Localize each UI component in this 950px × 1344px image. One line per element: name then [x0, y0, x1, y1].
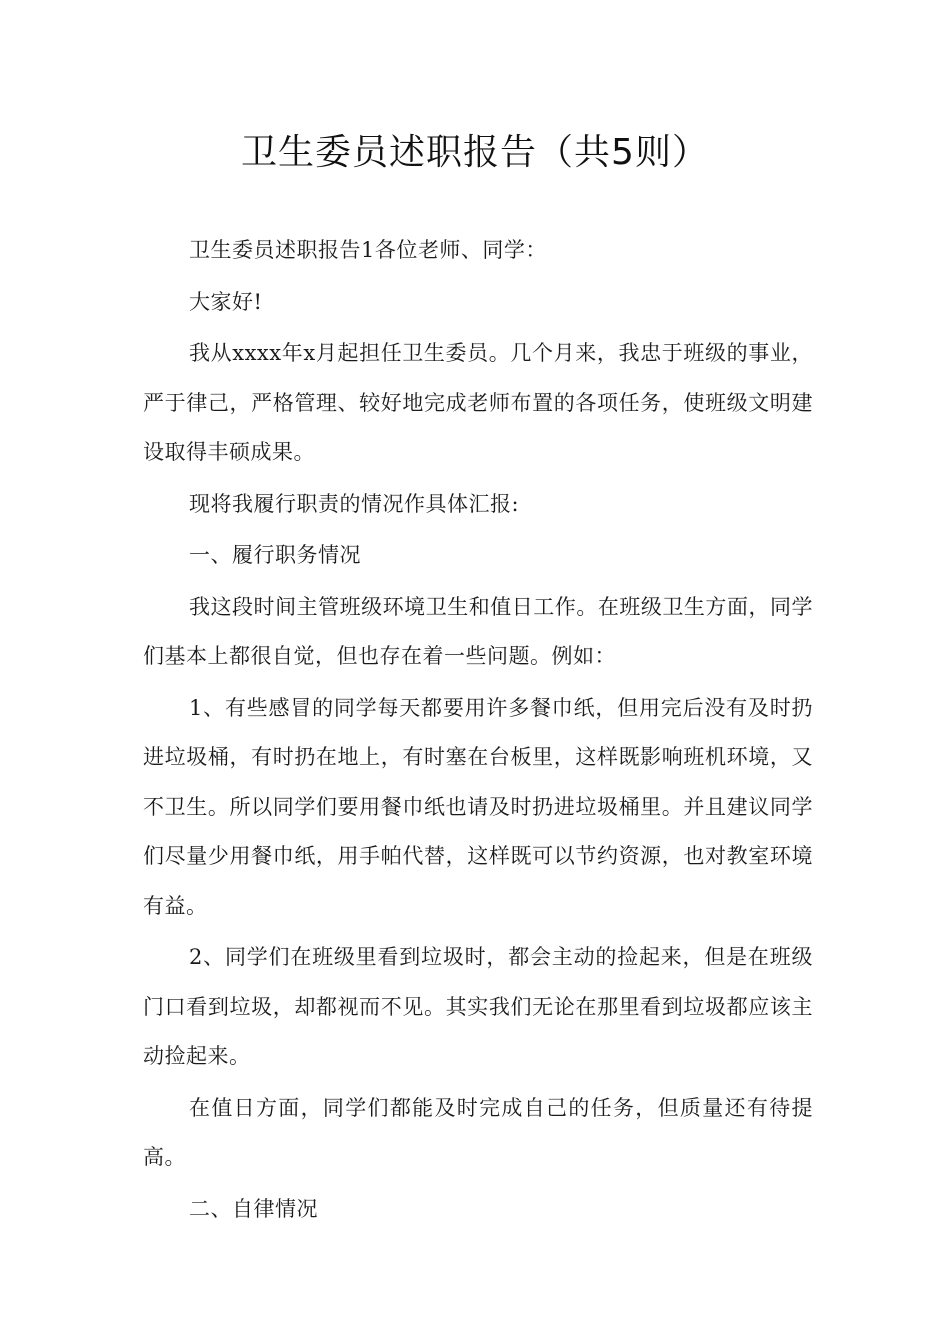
- paragraph-intro: 我从xxxx年x月起担任卫生委员。几个月来，我忠于班级的事业，严于律己，严格管理、较好地完成老师布置的各项任务，使班级文明建设取得丰硕成果。: [143, 341, 813, 464]
- paragraph-duties: 我这段时间主管班级环境卫生和值日工作。在班级卫生方面，同学们基本上都很自觉，但也存在着一些问题。例如：: [143, 594, 813, 668]
- section-heading-duties: 一、履行职务情况: [189, 543, 361, 567]
- section-heading-self-discipline: 二、自律情况: [189, 1196, 318, 1221]
- document-title: 卫生委员述职报告（共5则）: [241, 132, 709, 173]
- paragraph-issue-1: 1、有些感冒的同学每天都要用许多餐巾纸，但用完后没有及时扔进垃圾桶，有时扔在地上，有时塞在台板里，这样既影响班机环境，又不卫生。所以同学们要用餐巾纸也请及时扔进垃圾桶里。并且建议同学们尽量少用餐巾纸，用手帕代替，这样既可以节约资源，也对教室环境有益。: [143, 695, 813, 918]
- paragraph-greeting-heading: 卫生委员述职报告1各位老师、同学：: [189, 238, 547, 262]
- paragraph-issue-2: 2、同学们在班级里看到垃圾时，都会主动的捡起来，但是在班级门口看到垃圾，却都视而不见。其实我们无论在那里看到垃圾都应该主动捡起来。: [143, 945, 813, 1068]
- paragraph-report-lead: 现将我履行职责的情况作具体汇报:: [189, 491, 520, 516]
- paragraph-duty-roster: 在值日方面，同学们都能及时完成自己的任务，但质量还有待提高。: [143, 1095, 813, 1169]
- document-body: [143, 226, 813, 1234]
- paragraph-greeting: 大家好!: [189, 289, 263, 314]
